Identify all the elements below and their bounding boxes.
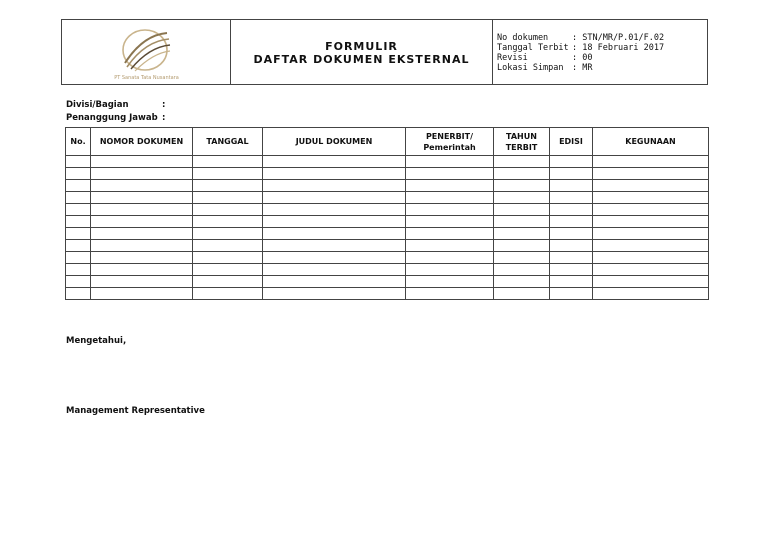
table-cell[interactable]	[91, 252, 193, 264]
table-cell[interactable]	[550, 180, 593, 192]
table-cell[interactable]	[193, 180, 263, 192]
table-cell[interactable]	[406, 252, 494, 264]
acknowledged-label: Mengetahui,	[66, 336, 127, 346]
table-row	[66, 204, 709, 216]
table-cell[interactable]	[193, 228, 263, 240]
table-cell[interactable]	[263, 228, 406, 240]
table-cell[interactable]	[91, 180, 193, 192]
table-cell[interactable]	[593, 228, 709, 240]
table-cell[interactable]	[494, 192, 550, 204]
table-cell[interactable]	[406, 276, 494, 288]
table-cell[interactable]	[406, 156, 494, 168]
table-cell[interactable]	[66, 204, 91, 216]
table-cell[interactable]	[593, 264, 709, 276]
meta-issue-date: Tanggal Terbit : 18 Februari 2017	[497, 43, 665, 53]
company-logo-icon	[115, 25, 175, 75]
header-no: No.	[66, 128, 91, 156]
table-cell[interactable]	[91, 228, 193, 240]
table-cell[interactable]	[550, 168, 593, 180]
table-cell[interactable]	[91, 264, 193, 276]
table-cell[interactable]	[406, 180, 494, 192]
table-cell[interactable]	[66, 264, 91, 276]
table-cell[interactable]	[66, 216, 91, 228]
table-cell[interactable]	[193, 240, 263, 252]
table-cell[interactable]	[406, 216, 494, 228]
logo-company-text: PT Sanata Tata Nusantara	[114, 75, 179, 81]
signatory-label: Management Representative	[66, 406, 205, 416]
table-cell[interactable]	[263, 204, 406, 216]
division-value[interactable]: :	[162, 100, 166, 110]
table-cell[interactable]	[406, 240, 494, 252]
table-cell[interactable]	[263, 216, 406, 228]
table-cell[interactable]	[263, 156, 406, 168]
division-field	[66, 100, 165, 110]
table-row	[66, 276, 709, 288]
table-row	[66, 228, 709, 240]
table-cell[interactable]	[66, 180, 91, 192]
external-documents-table	[65, 127, 709, 300]
table-cell[interactable]	[550, 240, 593, 252]
table-cell[interactable]	[550, 252, 593, 264]
meta-storage-location: Lokasi Simpan : MR	[497, 63, 593, 73]
table-cell[interactable]	[550, 204, 593, 216]
table-cell[interactable]	[66, 240, 91, 252]
table-cell[interactable]	[193, 204, 263, 216]
table-cell[interactable]	[193, 192, 263, 204]
table-cell[interactable]	[91, 204, 193, 216]
header-usage: KEGUNAAN	[593, 128, 709, 156]
table-cell[interactable]	[494, 252, 550, 264]
table-cell[interactable]	[550, 216, 593, 228]
table-cell[interactable]	[593, 288, 709, 300]
table-cell[interactable]	[91, 168, 193, 180]
table-cell[interactable]	[193, 168, 263, 180]
table-cell[interactable]	[593, 252, 709, 264]
header-edition: EDISI	[550, 128, 593, 156]
table-cell[interactable]	[263, 288, 406, 300]
table-cell[interactable]	[494, 180, 550, 192]
table-row	[66, 156, 709, 168]
table-cell[interactable]	[494, 228, 550, 240]
table-row	[66, 180, 709, 192]
table-cell[interactable]	[91, 240, 193, 252]
table-cell[interactable]	[66, 168, 91, 180]
table-row	[66, 168, 709, 180]
form-header	[61, 19, 708, 85]
form-subtitle: DAFTAR DOKUMEN EKSTERNAL	[253, 53, 470, 66]
table-cell[interactable]	[193, 276, 263, 288]
table-cell[interactable]	[593, 192, 709, 204]
table-cell[interactable]	[494, 264, 550, 276]
table-row	[66, 264, 709, 276]
form-title: FORMULIR	[325, 40, 398, 53]
table-cell[interactable]	[593, 240, 709, 252]
table-cell[interactable]	[593, 216, 709, 228]
table-cell[interactable]	[593, 276, 709, 288]
table-cell[interactable]	[550, 228, 593, 240]
table-cell[interactable]	[263, 240, 406, 252]
table-cell[interactable]	[66, 156, 91, 168]
table-cell[interactable]	[494, 276, 550, 288]
table-cell[interactable]	[550, 276, 593, 288]
header-document-number: NOMOR DOKUMEN	[91, 128, 193, 156]
table-cell[interactable]	[593, 180, 709, 192]
responsible-label: Penanggung Jawab	[66, 113, 158, 123]
table-body	[66, 156, 709, 300]
table-cell[interactable]	[263, 192, 406, 204]
table-cell[interactable]	[406, 204, 494, 216]
table-cell[interactable]	[406, 288, 494, 300]
table-cell[interactable]	[263, 252, 406, 264]
table-header-row	[66, 128, 709, 156]
header-document-title: JUDUL DOKUMEN	[263, 128, 406, 156]
table-cell[interactable]	[193, 288, 263, 300]
header-publisher: PENERBIT/ Pemerintah	[406, 128, 494, 156]
table-cell[interactable]	[263, 276, 406, 288]
table-row	[66, 240, 709, 252]
table-cell[interactable]	[550, 192, 593, 204]
meta-doc-number: No dokumen : STN/MR/P.01/F.02	[497, 33, 665, 43]
table-cell[interactable]	[406, 264, 494, 276]
responsible-field	[66, 113, 165, 123]
table-row	[66, 288, 709, 300]
meta-revision: Revisi : 00	[497, 53, 593, 63]
header-year-published: TAHUN TERBIT	[494, 128, 550, 156]
header-date: TANGGAL	[193, 128, 263, 156]
responsible-value[interactable]: :	[162, 113, 166, 123]
table-cell[interactable]	[66, 252, 91, 264]
table-cell[interactable]	[66, 192, 91, 204]
table-cell[interactable]	[406, 192, 494, 204]
table-row	[66, 192, 709, 204]
table-cell[interactable]	[550, 288, 593, 300]
table-cell[interactable]	[406, 168, 494, 180]
table-cell[interactable]	[494, 240, 550, 252]
table-row	[66, 216, 709, 228]
logo-cell	[62, 20, 231, 84]
table-cell[interactable]	[193, 156, 263, 168]
table-cell[interactable]	[494, 216, 550, 228]
table-cell[interactable]	[193, 216, 263, 228]
table-cell[interactable]	[91, 276, 193, 288]
division-label: Divisi/Bagian	[66, 100, 129, 110]
table-cell[interactable]	[263, 180, 406, 192]
document-meta	[493, 20, 707, 84]
table-cell[interactable]	[91, 192, 193, 204]
table-cell[interactable]	[593, 168, 709, 180]
table-cell[interactable]	[91, 156, 193, 168]
table-cell[interactable]	[193, 264, 263, 276]
table-cell[interactable]	[66, 228, 91, 240]
table-cell[interactable]	[494, 168, 550, 180]
table-cell[interactable]	[91, 216, 193, 228]
table-cell[interactable]	[66, 288, 91, 300]
table-cell[interactable]	[494, 204, 550, 216]
table-cell[interactable]	[550, 156, 593, 168]
table-cell[interactable]	[66, 276, 91, 288]
table-cell[interactable]	[593, 204, 709, 216]
table-cell[interactable]	[91, 288, 193, 300]
table-cell[interactable]	[263, 168, 406, 180]
table-cell[interactable]	[593, 156, 709, 168]
table-cell[interactable]	[494, 288, 550, 300]
table-cell[interactable]	[550, 264, 593, 276]
table-row	[66, 252, 709, 264]
title-cell	[231, 20, 493, 84]
table-cell[interactable]	[406, 228, 494, 240]
table-cell[interactable]	[263, 264, 406, 276]
table-cell[interactable]	[193, 252, 263, 264]
table-cell[interactable]	[494, 156, 550, 168]
